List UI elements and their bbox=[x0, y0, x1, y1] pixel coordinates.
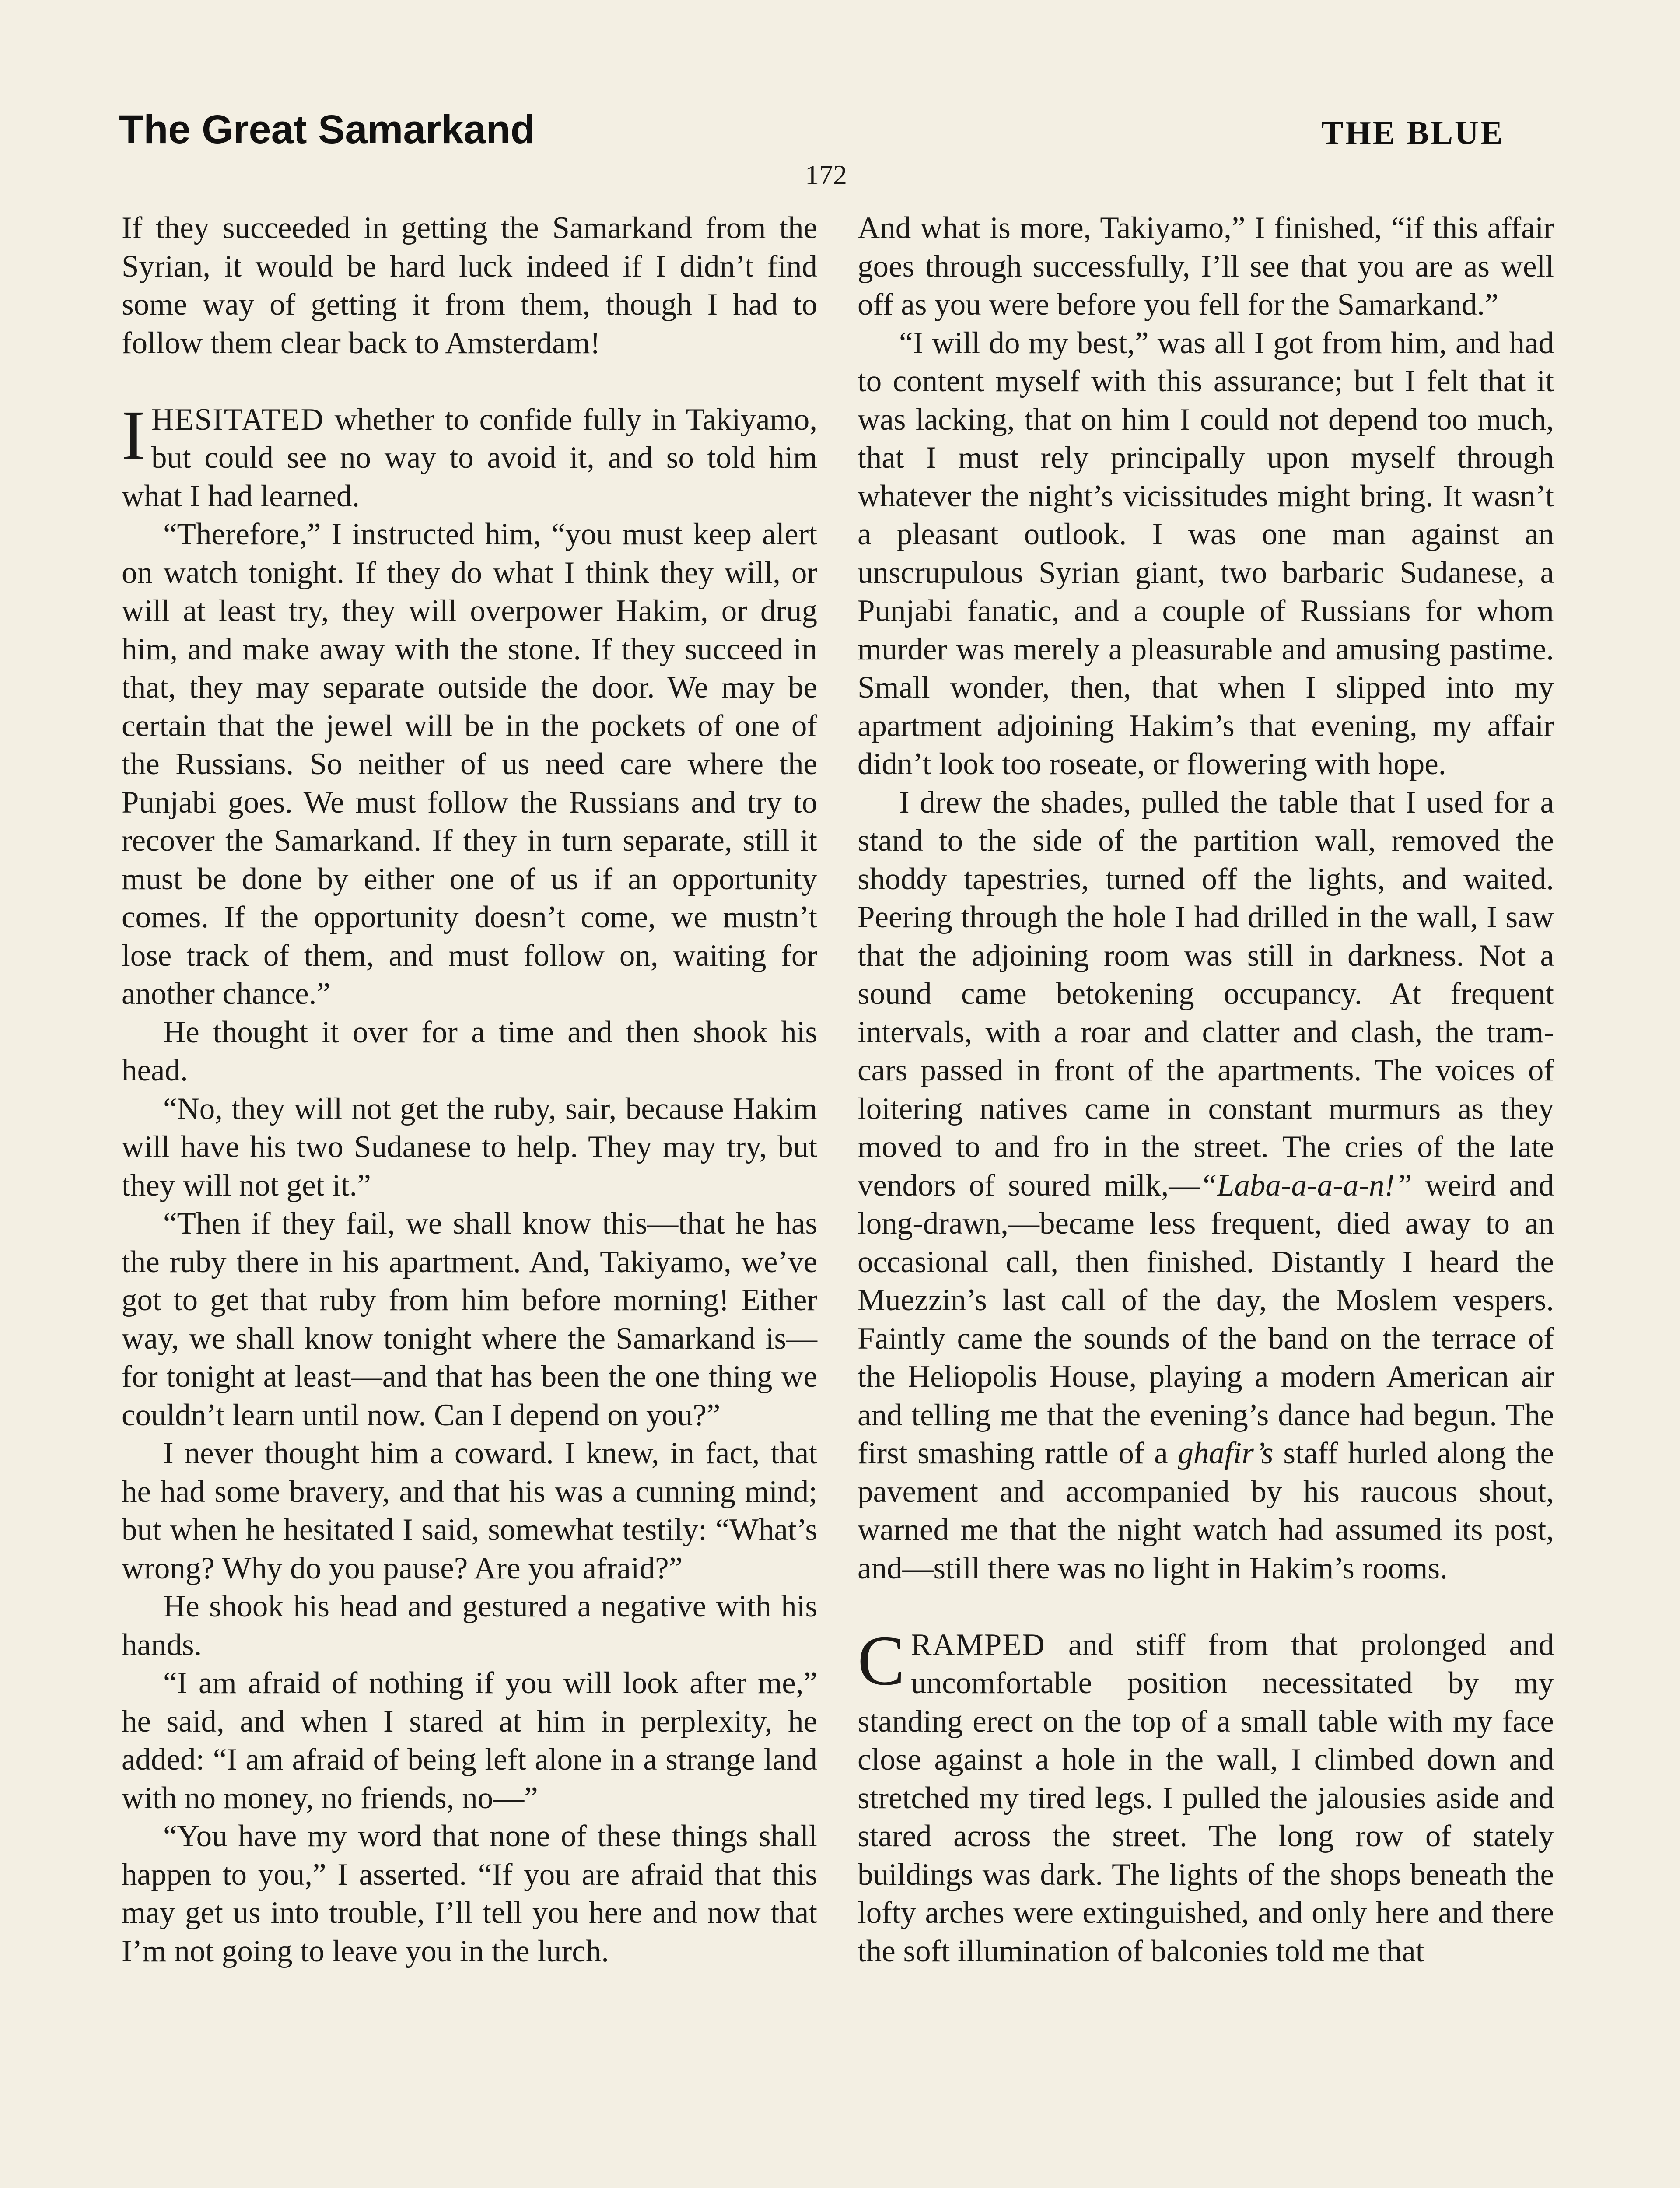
left-column bbox=[122, 209, 817, 1971]
running-title: The Great Samarkand bbox=[119, 107, 536, 152]
paragraph-text: staff hurled along the pavement and accompanied by his raucous shout, warned me that the night watch had assumed its post, and—still there was no light in Hakim’s rooms. bbox=[858, 1436, 1554, 1585]
paragraph: He shook his head and gestured a negative with his hands. bbox=[122, 1589, 817, 1662]
page-number: 172 bbox=[805, 159, 847, 190]
paragraph: “I will do my best,” was all I got from him, and had to content myself with this assurance; but I felt that it was lacking, that on him I could not depend too much, that I must rely principally upon myself through whatever the night’s vicissitudes might bring. It wasn’t a pleasant outlook. I was one man against an unscrupulous Syrian giant, two barbaric Sudanese, a Punjabi fanatic, and a couple of Russians for whom murder was merely a pleasurable and amusing pastime. Small wonder, then, that when I slipped into my apartment adjoining Hakim’s that evening, my affair didn’t look too roseate, or flowering with hope. bbox=[858, 326, 1554, 781]
italic-word: ghafir’s bbox=[1178, 1436, 1274, 1470]
small-caps-lead: HESITATED bbox=[151, 402, 324, 437]
paragraph: “I am afraid of nothing if you will look after me,” he said, and when I stared at him in perplexity, he added: “I am afraid of being left alone in a strange land with no money, no friends, no—” bbox=[122, 1666, 817, 1815]
italic-phrase: “Laba-a-a-a-n!” bbox=[1200, 1168, 1412, 1203]
paragraph-text: I drew the shades, pulled the table that I used for a stand to the side of the partition wall, removed the shoddy tapestries, turned off the lights, and waited. Peering through the hole I had drilled in the wall, I saw that the adjoining room was still in darkness. Not a sound came betokening occupancy. At frequent intervals, with a roar and clatter and clash, the tram-cars passed in front of the apartments. The voices of loitering natives came in constant murmurs as they moved to and fro in the street. The cries of the late vendors of soured milk,— bbox=[858, 785, 1554, 1203]
right-column bbox=[858, 209, 1554, 1971]
paragraph: “Then if they fail, we shall know this—that he has the ruby there in his apartment. And, Takiyamo, we’ve got to get that ruby from him before morning! Either way, we shall know tonight where the Samarkand is—for tonight at least—and that has been the one thing we couldn’t learn until now. Can I depend on you?” bbox=[122, 1206, 817, 1432]
paragraph: And what is more, Takiyamo,” I finished, “if this affair goes through successfully, I’ll see that you are as well off as you were before you fell for the Samarkand.” bbox=[858, 211, 1554, 322]
paragraph bbox=[858, 784, 1554, 1588]
paragraph: “No, they will not get the ruby, sair, because Hakim will have his two Sudanese to help. They may try, but they will not get it.” bbox=[122, 1091, 817, 1203]
section-opening-paragraph bbox=[122, 396, 817, 516]
paragraph: “Therefore,” I instructed him, “you must keep alert on watch tonight. If they do what I think they will, or will at least try, they will overpower Hakim, or drug him, and make away with the stone. If they succeed in that, they may separate outside the door. We may be certain that the jewel will be in the pockets of one of the Russians. So neither of us need care where the Punjabi goes. We must follow the Russians and try to recover the Samarkand. If they in turn separate, still it must be done by either one of us if an opportunity comes. If the opportunity doesn’t come, we mustn’t lose track of them, and must follow on, waiting for another chance.” bbox=[122, 517, 817, 1011]
paragraph: “You have my word that none of these things shall happen to you,” I asserted. “If you are afraid that this may get us into trouble, I’ll tell you here and now that I’m not going to leave you in the lurch. bbox=[122, 1819, 817, 1968]
drop-cap: C bbox=[858, 1621, 905, 1700]
paragraph: If they succeeded in getting the Samarkand from the Syrian, it would be hard luck indeed if I didn’t find some way of getting it from them, though I had to follow them clear back to Amsterdam! bbox=[122, 211, 817, 360]
magazine-name: THE BLUE bbox=[1321, 115, 1505, 151]
paragraph-text: weird and long-drawn,—became less frequent, died away to an occasional call, then finished. Distantly I heard the Muezzin’s last call of the day, the Moslem vespers. Faintly came the sounds of the band on the terrace of the Heliopolis House, playing a modern American air and telling me that the evening’s dance had begun. The first smashing rattle of a bbox=[858, 1168, 1554, 1470]
paragraph: I never thought him a coward. I knew, in fact, that he had some bravery, and that his was a cunning mind; but when he hesitated I said, somewhat testily: “What’s wrong? Why do you pause? Are you afraid?” bbox=[122, 1436, 817, 1585]
paragraph: He thought it over for a time and then shook his head. bbox=[122, 1015, 817, 1087]
small-caps-lead: RAMPED bbox=[911, 1627, 1046, 1662]
section-opening-paragraph bbox=[858, 1621, 1554, 1971]
paragraph-text: whether to confide fully in Takiyamo, but could see no way to avoid it, and so told him what I had learned. bbox=[122, 402, 817, 513]
paragraph-text: and stiff from that prolonged and uncomfortable position necessitated by my standing erect on the top of a small table with my face close against a hole in the wall, I climbed down and stretched my tired legs. I pulled the jalousies aside and stared across the street. The long row of stately buildings was dark. The lights of the shops beneath the lofty arches were extinguished, and only here and there the soft illumination of balconies told me that bbox=[858, 1627, 1554, 1968]
drop-cap: I bbox=[122, 396, 145, 475]
